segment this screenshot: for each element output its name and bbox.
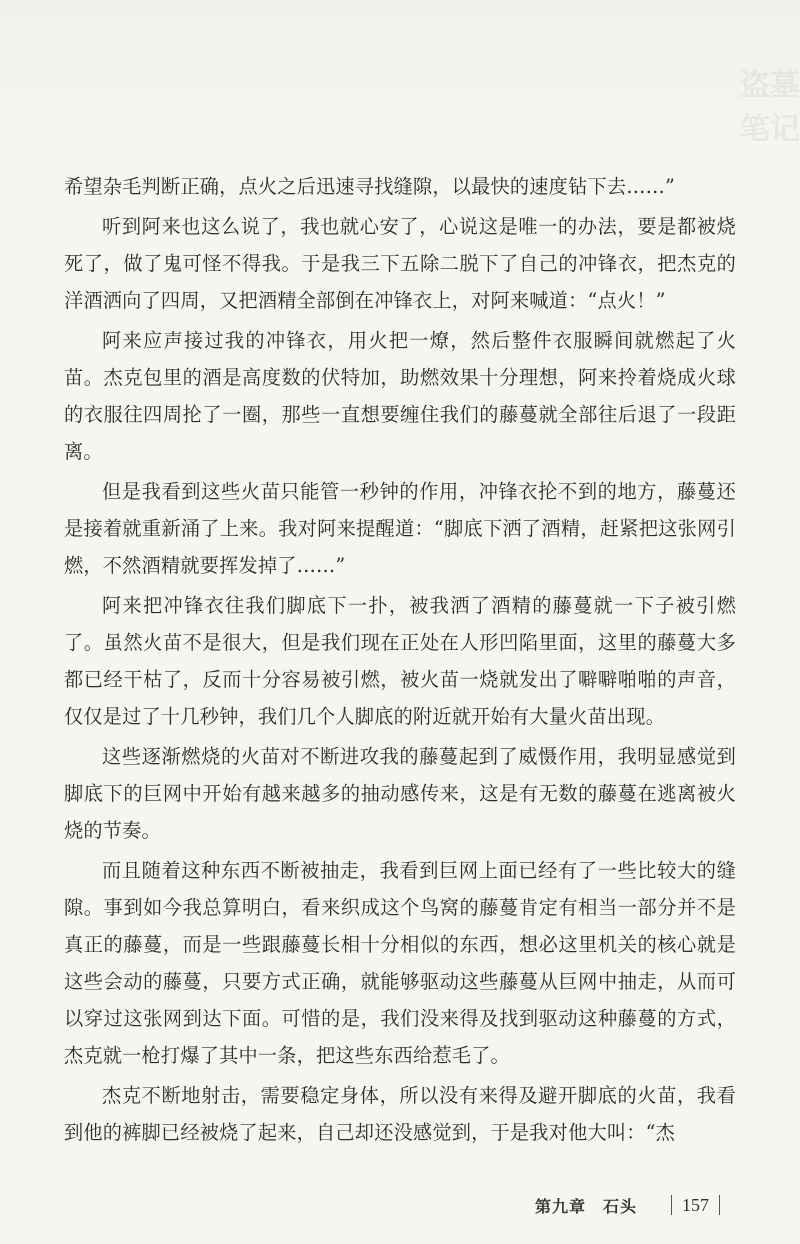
paragraph: 阿来把冲锋衣往我们脚底下一扑，被我洒了酒精的藤蔓就一下子被引燃了。虽然火苗不是很大，但是我们现在正处在人形凹陷里面，这里的藤蔓大多都已经干枯了，反而十分容易被引燃，被火苗一烧就发出了噼噼啪啪的声音，仅仅是过了十几秒钟，我们几个人脚底的附近就开始有大量火苗出现。 bbox=[64, 594, 736, 728]
paragraph: 但是我看到这些火苗只能管一秒钟的作用，冲锋衣抡不到的地方，藤蔓还是接着就重新涌了上来。我对阿来提醒道：“脚底下洒了酒精，赶紧把这张网引燃，不然酒精就要挥发掉了……” bbox=[64, 480, 736, 577]
paragraph-continuation: 希望杂毛判断正确，点火之后迅速寻找缝隙，以最快的速度钻下去……” bbox=[64, 175, 676, 198]
page-footer bbox=[535, 1192, 730, 1218]
paragraph: 杰克不断地射击，需要稳定身体，所以没有来得及避开脚底的火苗，我看到他的裤脚已经被烧了起来，自己却还没感觉到，于是我对他大叫：“杰 bbox=[64, 1084, 736, 1144]
chapter-label: 第九章 石头 bbox=[534, 1196, 637, 1216]
page-top-bleed bbox=[0, 0, 800, 150]
footer-divider-left bbox=[671, 1195, 672, 1215]
paragraph: 阿来应声接过我的冲锋衣，用火把一燎，然后整件衣服瞬间就燃起了火苗。杰克包里的酒是高度数的伏特加，助燃效果十分理想，阿来拎着烧成火球的衣服往四周抡了一圈，那些一直想要缠住我们的藤蔓就全部往后退了一段距离。 bbox=[64, 329, 736, 463]
bleed-through-title: 盗墓笔记 bbox=[740, 68, 800, 147]
footer-divider-right bbox=[719, 1195, 720, 1215]
page-number: 157 bbox=[682, 1194, 709, 1215]
paragraph: 这些逐渐燃烧的火苗对不断进攻我的藤蔓起到了威慑作用，我明显感觉到脚底下的巨网中开始有越来越多的抽动感传来，这是有无数的藤蔓在逃离被火烧的节奏。 bbox=[64, 745, 736, 842]
body-text bbox=[64, 168, 736, 1151]
paragraph: 而且随着这种东西不断被抽走，我看到巨网上面已经有了一些比较大的缝隙。事到如今我总算明白，看来织成这个鸟窝的藤蔓肯定有相当一部分并不是真正的藤蔓，而是一些跟藤蔓长相十分相似的东西，想必这里机关的核心就是这些会动的藤蔓，只要方式正确，就能够驱动这些藤蔓从巨网中抽走，从而可以穿过这张网到达下面。可惜的是，我们没来得及找到驱动这种藤蔓的方式，杰克就一枪打爆了其中一条，把这些东西给惹毛了。 bbox=[64, 859, 736, 1067]
paragraph: 听到阿来也这么说了，我也就心安了，心说这是唯一的办法，要是都被烧死了，做了鬼可怪不得我。于是我三下五除二脱下了自己的冲锋衣，把杰克的洋酒洒向了四周，又把酒精全部倒在冲锋衣上，对阿来喊道：“点火！” bbox=[64, 215, 736, 312]
